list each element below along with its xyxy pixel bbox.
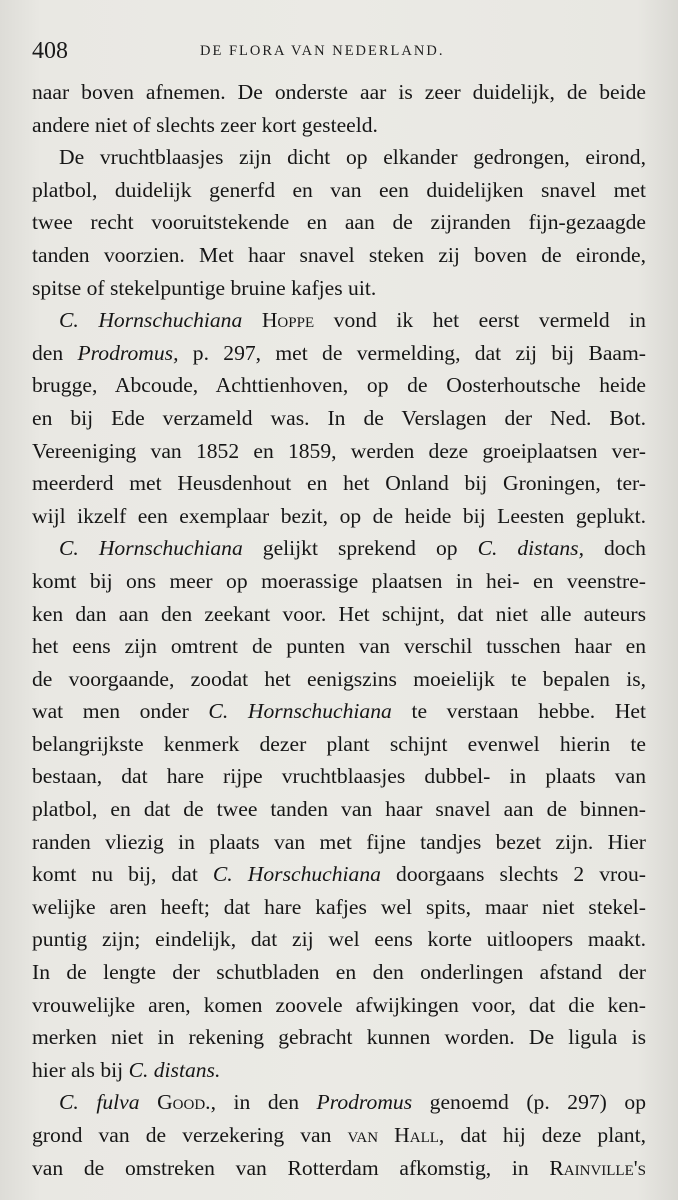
- text-line: bestaan, dat hare rijpe vruchtblaasjes dubbel- in plaats van: [32, 764, 646, 789]
- text-line: naar boven afnemen. De onderste aar is zeer duidelijk, de beide: [32, 80, 646, 104]
- text-line: vrouwelijke aren, komen zoovele afwijkingen voor, dat die ken-: [32, 992, 646, 1017]
- text-line: meerderd met Heusdenhout en het Onland bij Groningen, ter-: [32, 471, 646, 496]
- text-line: hier als bij C. distans.: [32, 1057, 221, 1082]
- text-line: De vruchtblaasjes zijn dicht op elkander gedrongen, eirond,: [59, 145, 646, 170]
- text-line: andere niet of slechts zeer kort gesteeld.: [32, 112, 378, 137]
- text-line: wat men onder C. Hornschuchiana te verstaan hebbe. Het: [32, 699, 646, 724]
- text-line: wijl ikzelf een exemplaar bezit, op de heide bij Leesten geplukt.: [32, 503, 646, 528]
- text-line: en bij Ede verzameld was. In de Verslagen der Ned. Bot.: [32, 405, 646, 430]
- text-line: In de lengte der schutbladen en den onderlingen afstand der: [32, 960, 646, 985]
- text-line: C. Hornschuchiana Hoppe vond ik het eerst vermeld in: [59, 308, 646, 333]
- text-line: het eens zijn omtrent de punten van verschil tusschen haar en: [32, 634, 646, 659]
- page-number: 408: [32, 38, 68, 64]
- text-line: merken niet in rekening gebracht kunnen worden. De ligula is: [32, 1025, 646, 1050]
- text-line: grond van de verzekering van van Hall, dat hij deze plant,: [32, 1123, 647, 1147]
- text-line: tanden voorzien. Met haar snavel steken zij boven de eironde,: [32, 242, 646, 267]
- text-line: van de omstreken van Rotterdam afkomstig, in Rainville's: [32, 1155, 646, 1180]
- text-line: Vereeniging van 1852 en 1859, werden deze groeiplaatsen ver-: [32, 438, 646, 463]
- text-line: welijke aren heeft; dat hare kafjes wel spits, maar niet stekel-: [32, 894, 646, 919]
- text-line: belangrijkste kenmerk dezer plant schijnt evenwel hierin te: [32, 731, 646, 756]
- text-line: den Prodromus, p. 297, met de vermelding, dat zij bij Baam-: [32, 340, 647, 365]
- text-line: spitse of stekelpuntige bruine kafjes uit.: [32, 275, 377, 300]
- text-line: C. fulva Good., in den Prodromus genoemd (p. 297) op: [59, 1090, 646, 1115]
- text-line: komt nu bij, dat C. Horschuchiana doorgaans slechts 2 vrou-: [32, 862, 646, 887]
- body-text: [32, 76, 646, 1184]
- running-title: DE FLORA VAN NEDERLAND.: [200, 43, 445, 59]
- text-line: platbol, en dat de twee tanden van haar snavel aan de binnen-: [32, 797, 646, 822]
- text-line: platbol, duidelijk generfd en van een duidelijken snavel met: [32, 177, 646, 202]
- text-line: puntig zijn; eindelijk, dat zij wel eens korte uitloopers maakt.: [32, 927, 646, 952]
- text-line: brugge, Abcoude, Achttienhoven, op de Oosterhoutsche heide: [32, 373, 646, 398]
- text-line: randen vliezig in plaats van met fijne tandjes bezet zijn. Hier: [32, 829, 646, 854]
- text-line: twee recht vooruitstekende en aan de zijranden fijn-gezaagde: [32, 210, 646, 235]
- text-line: de voorgaande, zoodat het eenigszins moeielijk te bepalen is,: [32, 666, 646, 691]
- text-line: C. Hornschuchiana gelijkt sprekend op C. distans, doch: [59, 536, 646, 561]
- text-line: komt bij ons meer op moerassige plaatsen in hei- en veenstre-: [32, 568, 646, 593]
- page-header: [32, 38, 652, 66]
- text-line: ken dan aan den zeekant voor. Het schijnt, dat niet alle auteurs: [32, 601, 646, 626]
